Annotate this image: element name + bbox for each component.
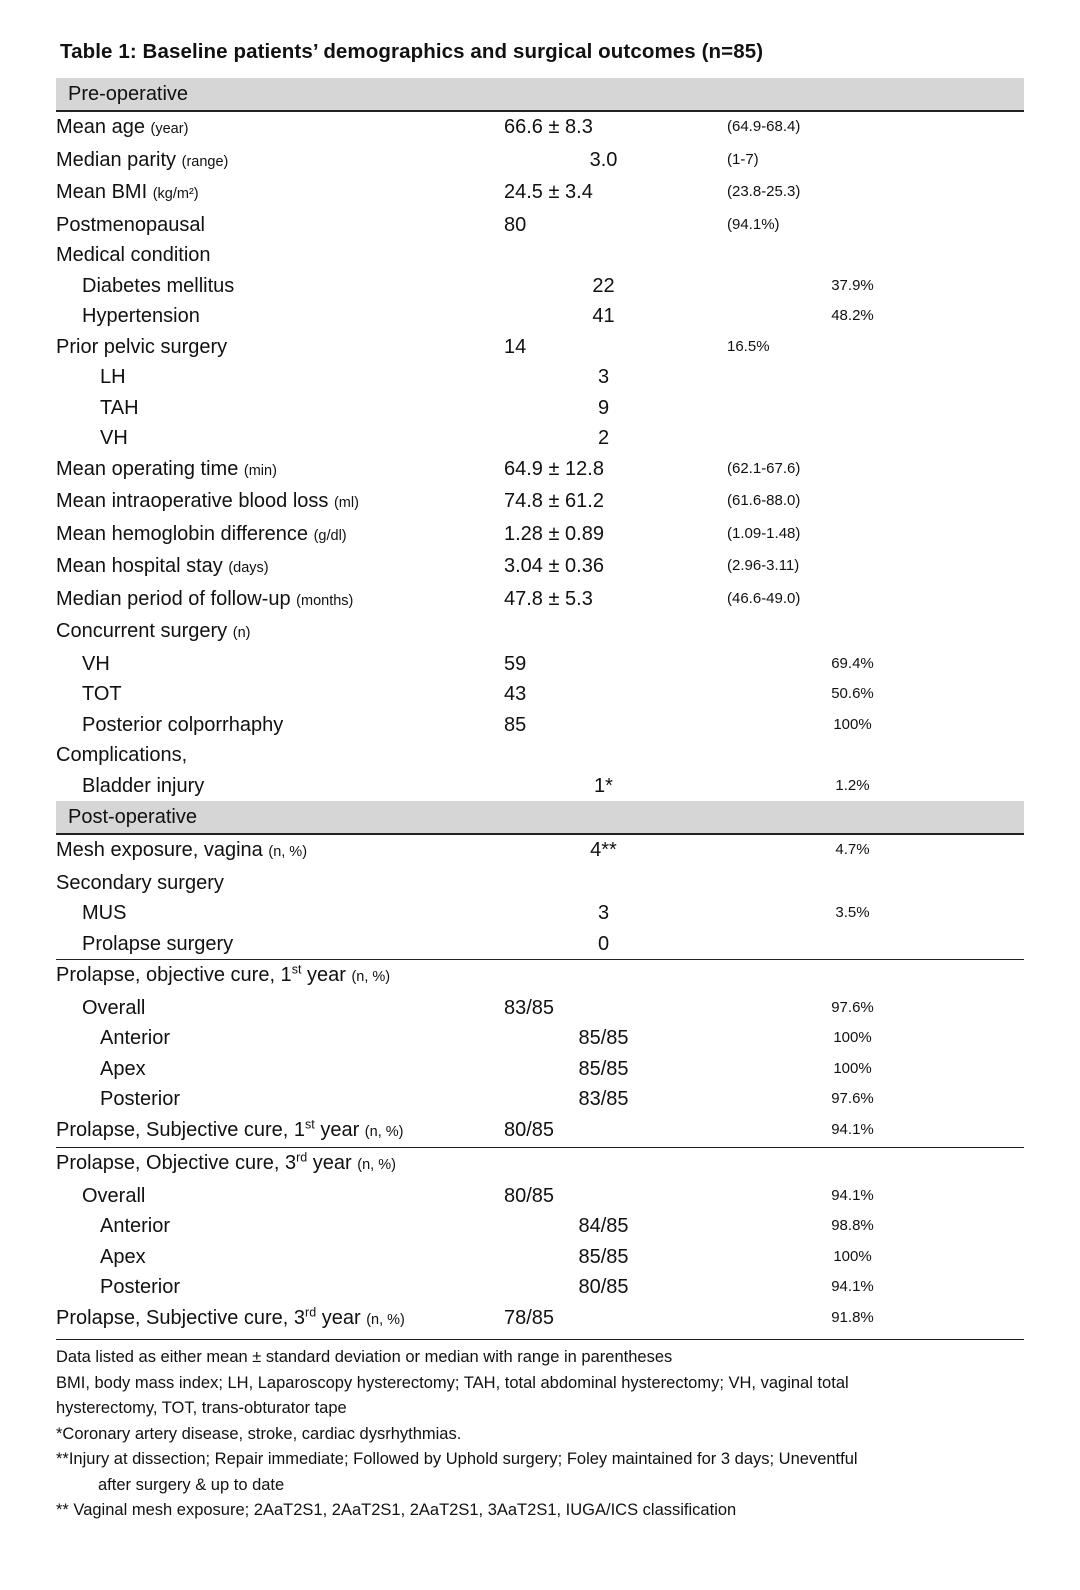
row-label: Mean hemoglobin difference (g/dl) <box>56 522 347 545</box>
table-row <box>56 1023 1024 1054</box>
table-row <box>56 834 1024 868</box>
row-label: Prolapse, Objective cure, 3rd year (n, %) <box>56 1150 396 1174</box>
row-extra: 91.8% <box>831 1308 874 1326</box>
table-row <box>56 1272 1024 1303</box>
row-value: 47.8 ± 5.3 <box>504 587 593 610</box>
row-extra: 16.5% <box>727 337 770 355</box>
row-label: MUS <box>82 902 127 924</box>
table-row <box>56 1148 1024 1181</box>
footnote-line: hysterectomy, TOT, trans-obturator tape <box>56 1399 347 1417</box>
row-value: 0 <box>597 932 610 955</box>
row-value: 78/85 <box>504 1306 555 1329</box>
row-label: Anterior <box>100 1027 171 1049</box>
row-label: VH <box>100 427 128 449</box>
table-row <box>56 423 1024 454</box>
row-extra: (1.09-1.48) <box>727 524 801 542</box>
row-value: 80/85 <box>578 1276 629 1298</box>
table-row <box>56 1211 1024 1242</box>
row-label: TAH <box>100 396 139 419</box>
row-label: Median period of follow-up (months) <box>56 587 354 610</box>
row-extra: (94.1%) <box>727 215 780 233</box>
row-label: Mean operating time (min) <box>56 457 277 480</box>
row-value: 3.0 <box>589 148 618 171</box>
row-value: 85/85 <box>578 1245 629 1268</box>
row-extra: 100% <box>833 1247 872 1265</box>
row-value: 3 <box>597 366 610 388</box>
table-row <box>56 584 1024 617</box>
row-extra: (2.96-3.11) <box>727 557 800 574</box>
row-extra: 100% <box>833 715 872 733</box>
table-row <box>56 393 1024 424</box>
table-row <box>56 868 1024 899</box>
row-label: Posterior <box>100 1088 181 1110</box>
row-label: LH <box>100 366 126 388</box>
table-row <box>56 710 1024 741</box>
row-label: Mean age (year) <box>56 116 189 138</box>
row-value: 3.04 ± 0.36 <box>504 555 604 577</box>
row-value: 41 <box>592 305 615 327</box>
table-row <box>56 898 1024 929</box>
section-header-post-operative <box>56 801 1024 834</box>
row-label: Prolapse, Subjective cure, 3rd year (n, %) <box>56 1304 405 1329</box>
row-extra: 94.1% <box>831 1278 874 1295</box>
table-row <box>56 1303 1024 1336</box>
demographics-table <box>56 78 1024 1335</box>
row-extra: (64.9-68.4) <box>727 118 801 135</box>
row-label: Prolapse surgery <box>82 932 234 955</box>
table-row <box>56 960 1024 993</box>
row-extra: 98.8% <box>831 1217 874 1234</box>
row-label: Diabetes mellitus <box>82 274 235 297</box>
row-value: 1* <box>594 774 613 797</box>
row-extra: 1.2% <box>835 776 870 794</box>
row-value: 83/85 <box>504 996 555 1019</box>
row-value: 14 <box>504 335 527 358</box>
footnote-line: after surgery & up to date <box>98 1475 285 1494</box>
section-header-pre-operative <box>56 78 1024 111</box>
row-extra: 69.4% <box>831 654 874 672</box>
row-extra: 100% <box>833 1029 872 1046</box>
row-value: 85/85 <box>578 1027 629 1049</box>
page-title: Table 1: Baseline patients’ demographics and surgical outcomes (n=85) <box>60 40 764 63</box>
row-value: 22 <box>592 274 615 297</box>
row-label: Complications, <box>56 744 188 766</box>
table-row <box>56 210 1024 241</box>
footnote-line: ** Vaginal mesh exposure; 2AaT2S1, 2AaT2S1, 2AaT2S1, 3AaT2S1, IUGA/ICS classification <box>56 1501 737 1519</box>
table-row <box>56 649 1024 680</box>
row-value: 80/85 <box>504 1118 555 1141</box>
row-label: Posterior <box>100 1276 181 1298</box>
row-extra: 94.1% <box>831 1186 874 1204</box>
row-value: 59 <box>504 652 527 675</box>
row-value: 43 <box>504 683 527 705</box>
row-value: 85/85 <box>578 1057 629 1080</box>
row-extra: 100% <box>833 1059 872 1077</box>
row-value: 74.8 ± 61.2 <box>504 490 604 512</box>
table-row <box>56 240 1024 271</box>
row-label: Mean BMI (kg/m²) <box>56 181 199 203</box>
section-label: Pre-operative <box>68 83 189 105</box>
row-extra: 37.9% <box>831 276 874 294</box>
table-row <box>56 929 1024 960</box>
row-label: Bladder injury <box>82 774 205 797</box>
table-row <box>56 740 1024 771</box>
row-label: Medical condition <box>56 244 211 266</box>
row-value: 80 <box>504 213 527 236</box>
footnote-line: BMI, body mass index; LH, Laparoscopy hysterectomy; TAH, total abdominal hysterectomy; VH, vaginal total <box>56 1373 849 1392</box>
row-label: Prolapse, objective cure, 1st year (n, %) <box>56 962 391 986</box>
row-label: Overall <box>82 996 146 1019</box>
row-value: 66.6 ± 8.3 <box>504 116 593 138</box>
row-extra: 94.1% <box>831 1120 874 1138</box>
row-extra: 97.6% <box>831 1090 874 1107</box>
row-label: Hypertension <box>82 305 200 327</box>
row-label: Secondary surgery <box>56 871 224 894</box>
table-row <box>56 616 1024 649</box>
row-value: 3 <box>597 902 610 924</box>
row-value: 1.28 ± 0.89 <box>504 522 604 545</box>
row-label: Median parity (range) <box>56 148 229 171</box>
table-row <box>56 362 1024 393</box>
footnote-line: Data listed as either mean ± standard deviation or median with range in parentheses <box>56 1348 673 1366</box>
row-value: 80/85 <box>504 1184 555 1207</box>
row-value: 85 <box>504 713 527 736</box>
table-row <box>56 1115 1024 1148</box>
table-row <box>56 679 1024 710</box>
row-label: Prolapse, Subjective cure, 1st year (n, %) <box>56 1116 404 1141</box>
row-extra: 4.7% <box>835 841 870 858</box>
row-label: Apex <box>100 1245 146 1268</box>
row-value: 24.5 ± 3.4 <box>504 181 593 203</box>
row-label: TOT <box>82 683 122 705</box>
row-label: Overall <box>82 1184 146 1207</box>
row-extra: 50.6% <box>831 685 874 702</box>
row-label: Anterior <box>100 1215 171 1237</box>
row-label: VH <box>82 652 110 675</box>
table-row <box>56 332 1024 363</box>
table-row <box>56 454 1024 487</box>
row-label: Concurrent surgery (n) <box>56 620 251 642</box>
table-row <box>56 993 1024 1024</box>
table-row <box>56 1084 1024 1115</box>
row-extra: (46.6-49.0) <box>727 589 801 607</box>
table-row <box>56 519 1024 552</box>
table-row <box>56 301 1024 332</box>
table-footnotes <box>56 1339 1024 1524</box>
row-label: Mesh exposure, vagina (n, %) <box>56 839 308 861</box>
row-label: Apex <box>100 1057 146 1080</box>
table-row <box>56 177 1024 210</box>
row-value: 2 <box>597 427 610 449</box>
table-row <box>56 1181 1024 1212</box>
section-label: Post-operative <box>68 806 197 828</box>
table-row <box>56 771 1024 802</box>
table-row <box>56 1054 1024 1085</box>
row-extra: (62.1-67.6) <box>727 459 801 477</box>
row-label: Prior pelvic surgery <box>56 335 228 358</box>
row-value: 4** <box>590 839 617 861</box>
table-row <box>56 1242 1024 1273</box>
row-label: Postmenopausal <box>56 213 205 236</box>
row-value: 9 <box>597 396 610 419</box>
table-row <box>56 111 1024 145</box>
row-value: 83/85 <box>578 1088 629 1110</box>
table-row <box>56 145 1024 178</box>
table-row <box>56 551 1024 584</box>
row-value: 64.9 ± 12.8 <box>504 457 604 480</box>
footnote-line: *Coronary artery disease, stroke, cardiac dysrhythmias. <box>56 1424 462 1443</box>
row-extra: 3.5% <box>835 904 870 921</box>
row-label: Mean hospital stay (days) <box>56 555 269 577</box>
row-value: 84/85 <box>578 1215 629 1237</box>
row-extra: (23.8-25.3) <box>727 183 801 200</box>
table-row <box>56 271 1024 302</box>
row-extra: (1-7) <box>727 150 759 168</box>
row-extra: (61.6-88.0) <box>727 492 801 509</box>
table-row <box>56 486 1024 519</box>
row-label: Mean intraoperative blood loss (ml) <box>56 490 359 512</box>
row-extra: 48.2% <box>831 307 874 324</box>
footnote-line: **Injury at dissection; Repair immediate; Followed by Uphold surgery; Foley maintained for 3 days; Uneventful <box>56 1450 858 1468</box>
row-extra: 97.6% <box>831 998 874 1016</box>
row-label: Posterior colporrhaphy <box>82 713 284 736</box>
